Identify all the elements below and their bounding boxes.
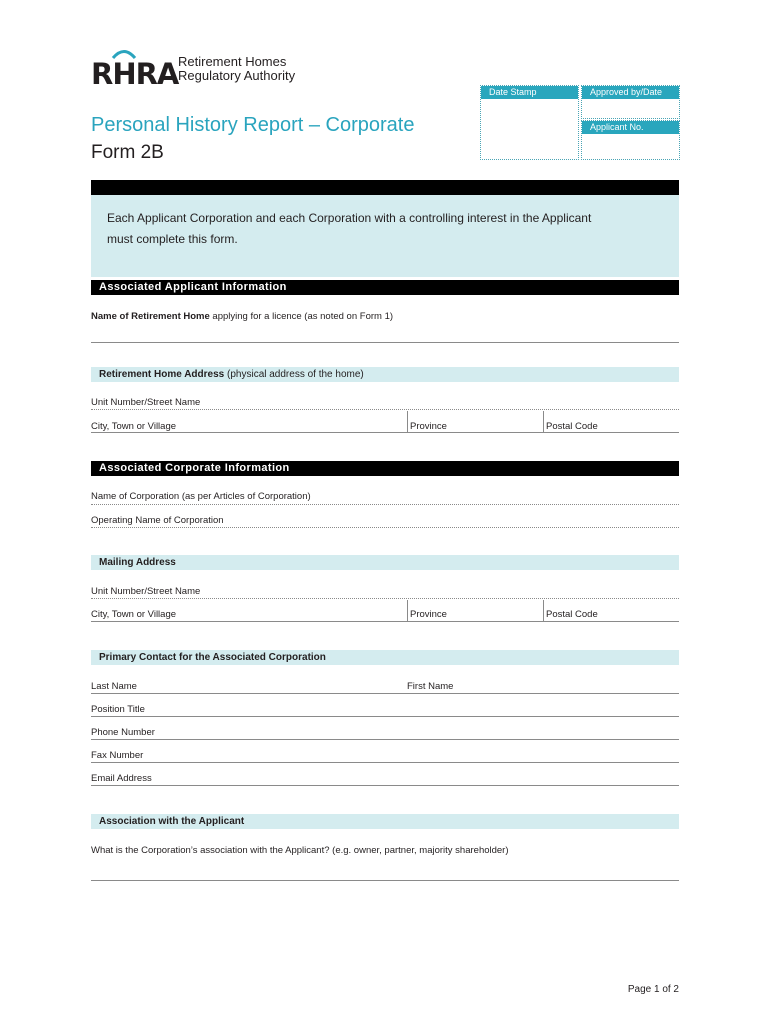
form-number: Form 2B [91, 142, 164, 163]
retirement-home-name-label: Name of Retirement Home applying for a licence (as noted on Form 1) [91, 311, 394, 322]
page-title: Personal History Report – Corporate [91, 114, 415, 136]
section-associated-applicant: Associated Applicant Information [91, 280, 679, 295]
corporation-name-label: Name of Corporation (as per Articles of Corporation) [91, 491, 311, 502]
home-street-label: Unit Number/Street Name [91, 397, 201, 408]
fax-number-label: Fax Number [91, 750, 144, 761]
approved-by-box[interactable] [581, 85, 680, 119]
page-number: Page 1 of 2 [627, 984, 679, 995]
date-stamp-box[interactable] [480, 85, 579, 160]
home-city-label: City, Town or Village [91, 421, 177, 432]
home-street-field[interactable] [91, 409, 679, 410]
operating-name-label: Operating Name of Corporation [91, 515, 224, 526]
association-question-label: What is the Corporation’s association with the Applicant? (e.g. owner, partner, majority shareholder) [91, 845, 509, 856]
email-address-field[interactable] [91, 785, 679, 786]
section-association: Association with the Applicant [91, 814, 679, 829]
rhra-logo [91, 47, 311, 92]
operating-name-field[interactable] [91, 527, 679, 528]
home-province-label: Province [410, 421, 447, 432]
home-postal-label: Postal Code [546, 421, 598, 432]
approved-by-label: Approved by/Date [582, 86, 679, 99]
position-title-label: Position Title [91, 704, 145, 715]
retirement-home-name-field[interactable] [91, 342, 679, 343]
phone-number-field[interactable] [91, 739, 679, 740]
intro-text: Each Applicant Corporation and each Corporation with a controlling interest in the Applicant must complete this form. [107, 211, 592, 246]
mailing-province-divider [407, 600, 408, 621]
applicant-no-label: Applicant No. [582, 121, 679, 134]
last-name-label: Last Name [91, 681, 137, 692]
name-field[interactable] [91, 693, 679, 694]
applicant-no-box[interactable] [581, 120, 680, 160]
header-bar [91, 180, 679, 195]
home-province-divider [407, 411, 408, 432]
section-associated-corporate: Associated Corporate Information [91, 461, 679, 476]
mailing-city-field[interactable] [91, 621, 679, 622]
section-primary-contact: Primary Contact for the Associated Corporation [91, 650, 679, 665]
intro-box [91, 195, 679, 277]
mailing-street-field[interactable] [91, 598, 679, 599]
logo-org-name: Retirement Homes Regulatory Authority [178, 54, 296, 83]
fax-number-field[interactable] [91, 762, 679, 763]
corporation-name-field[interactable] [91, 504, 679, 505]
email-address-label: Email Address [91, 773, 152, 784]
mailing-postal-divider [543, 600, 544, 621]
home-city-field[interactable] [91, 432, 679, 433]
section-home-address: Retirement Home Address (physical address of the home) [91, 367, 679, 382]
mailing-province-label: Province [410, 609, 447, 620]
mailing-street-label: Unit Number/Street Name [91, 586, 201, 597]
date-stamp-label: Date Stamp [481, 86, 578, 99]
mailing-postal-label: Postal Code [546, 609, 598, 620]
home-postal-divider [543, 411, 544, 432]
section-mailing-address: Mailing Address [91, 555, 679, 570]
logo-letters: RHRA [91, 57, 179, 91]
phone-number-label: Phone Number [91, 727, 155, 738]
mailing-city-label: City, Town or Village [91, 609, 177, 620]
first-name-label: First Name [407, 681, 454, 692]
association-answer-field[interactable] [91, 880, 679, 881]
position-title-field[interactable] [91, 716, 679, 717]
